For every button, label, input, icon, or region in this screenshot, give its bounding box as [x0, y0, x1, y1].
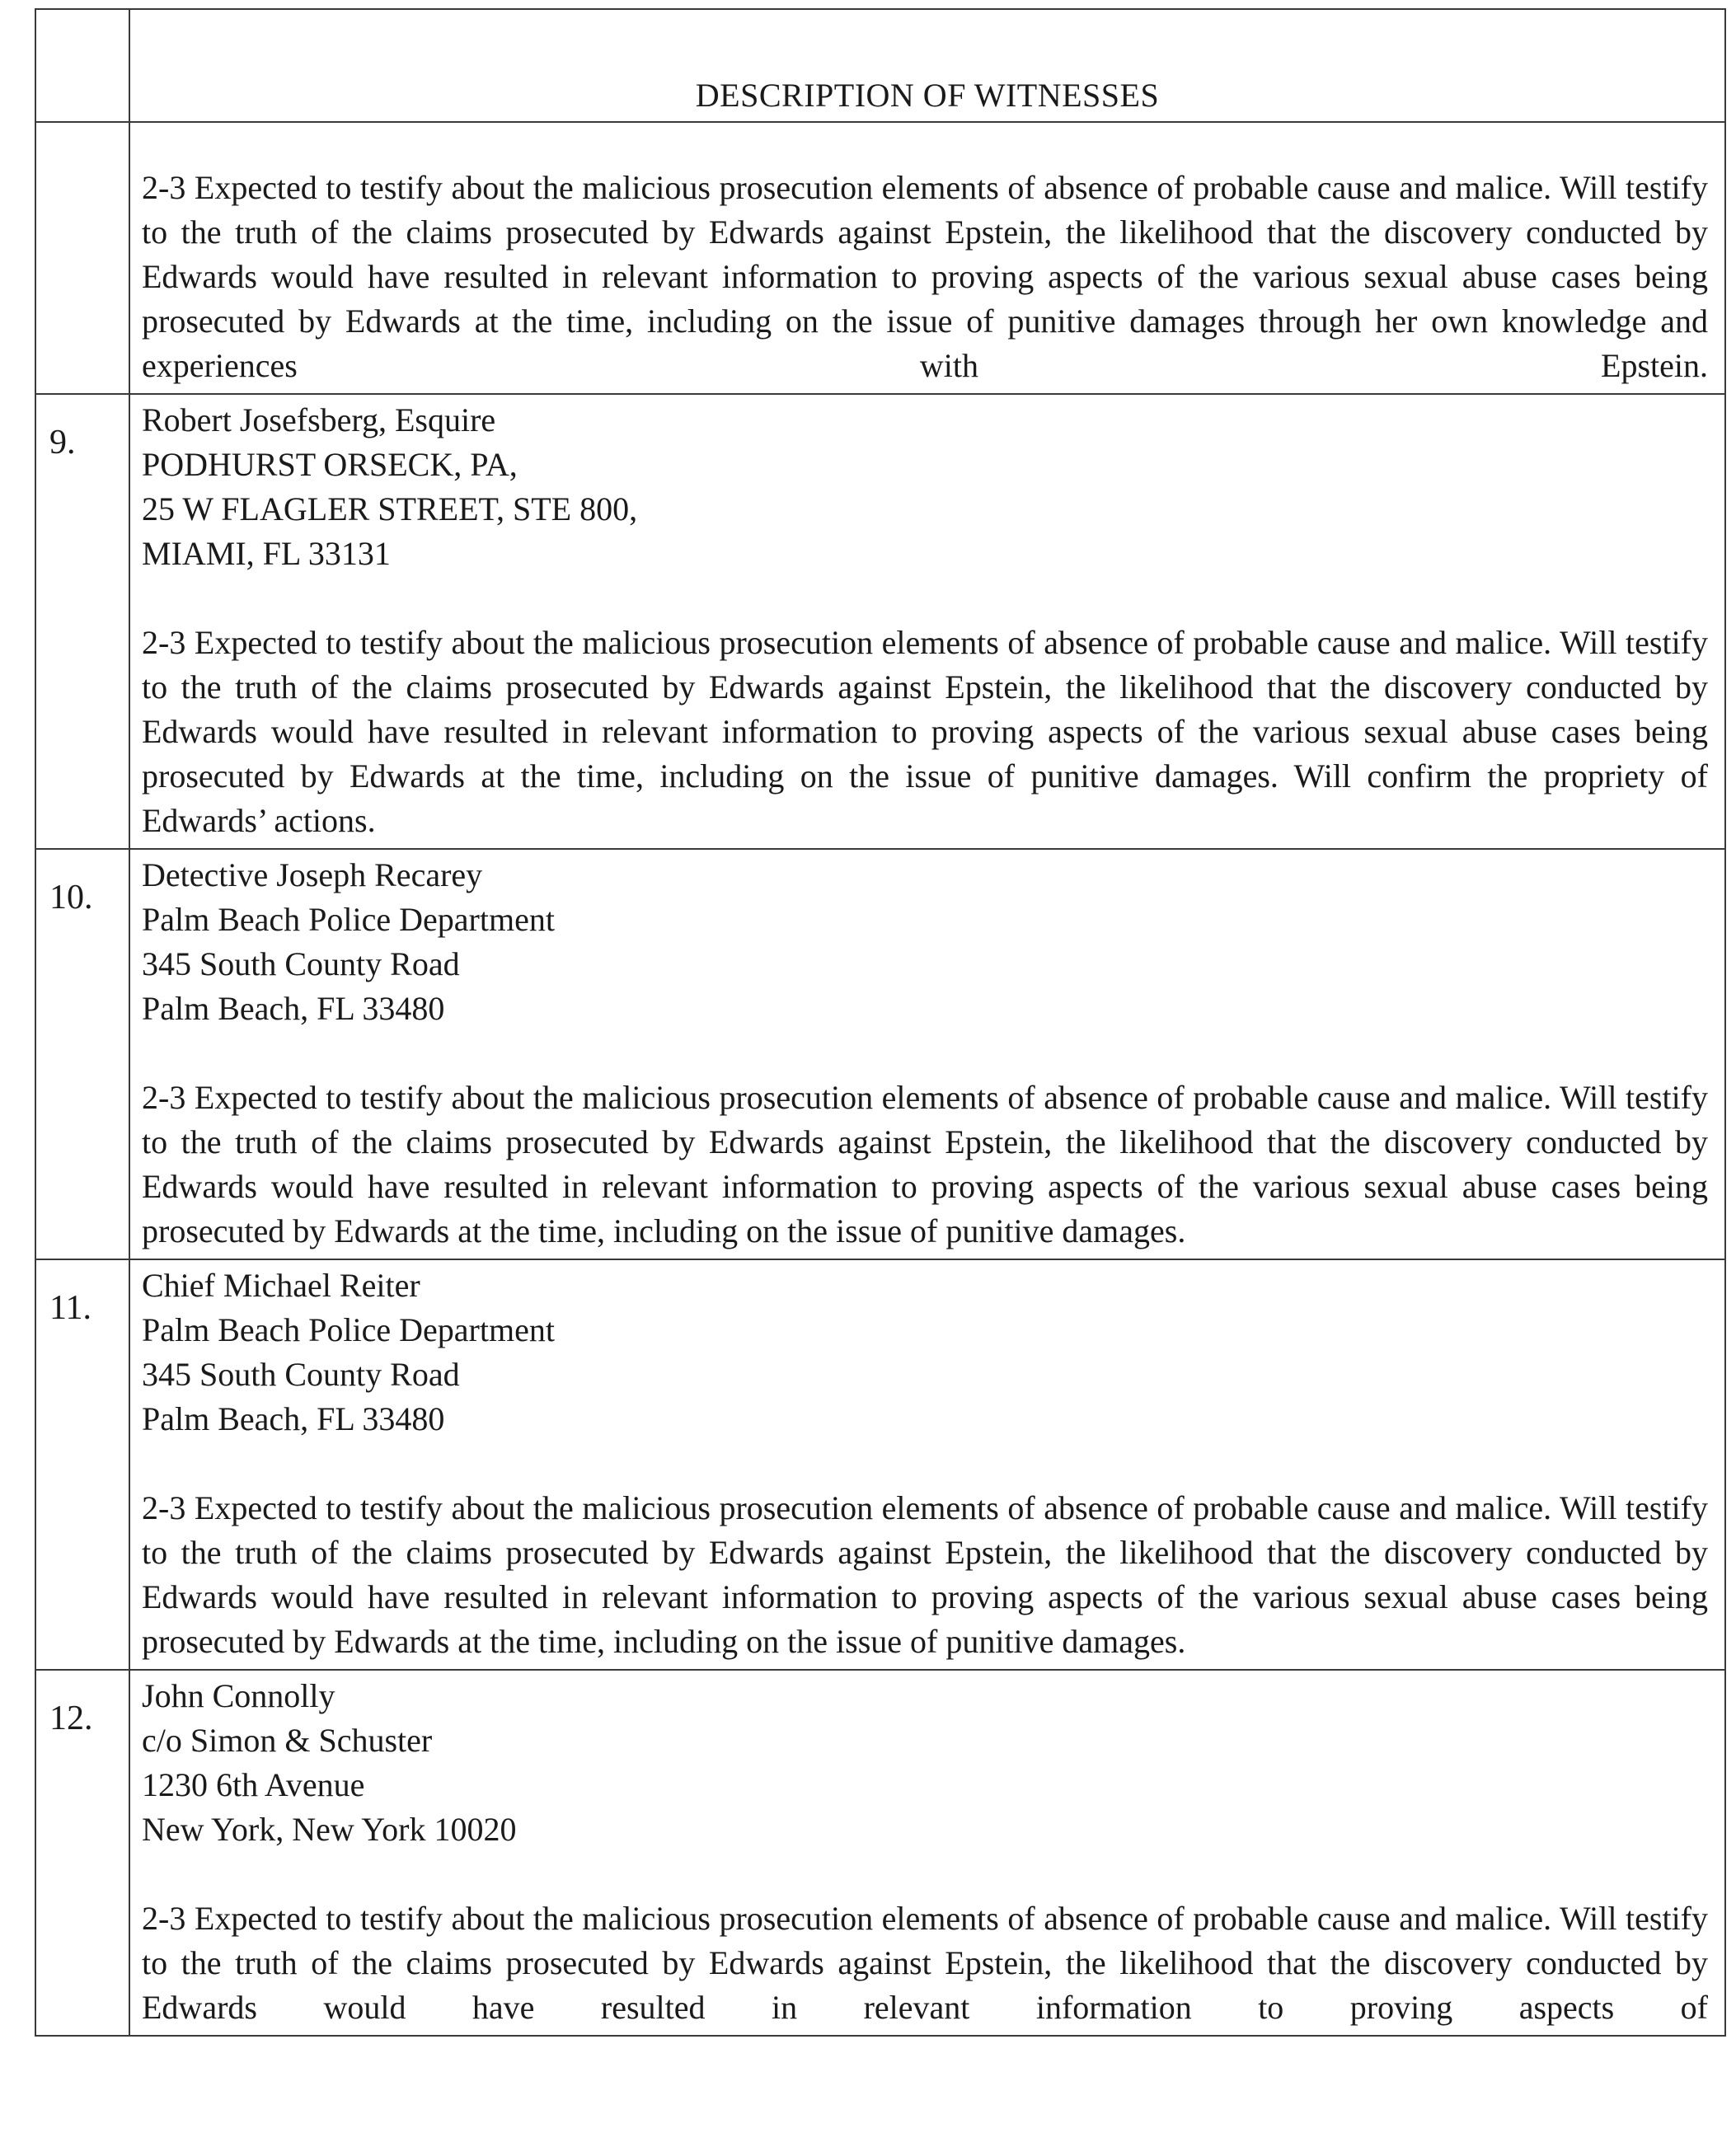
address-line: 1230 6th Avenue: [142, 1766, 365, 1803]
spacer: [142, 1442, 1708, 1486]
witness-address: [142, 398, 1708, 576]
address-line: 25 W FLAGLER STREET, STE 800,: [142, 490, 638, 527]
witness-address: [142, 1263, 1708, 1442]
address-line: MIAMI, FL 33131: [142, 535, 391, 572]
witness-name: Robert Josefsberg, Esquire: [142, 401, 496, 438]
number-cell: [35, 122, 129, 394]
witness-name: Chief Michael Reiter: [142, 1267, 420, 1304]
address-line: 345 South County Road: [142, 945, 460, 982]
address-line: Palm Beach, FL 33480: [142, 1400, 445, 1437]
witness-number: 9.: [35, 394, 129, 849]
witness-number: 10.: [35, 849, 129, 1259]
witness-description: 2-3 Expected to testify about the malicious prosecution elements of absence of probable cause and malice. Will testify to the truth of the claims prosecuted by Edwards against Epstein, the likelihood that the discovery conducted by Edwards would have resulted in relevant information to proving aspects of: [142, 1900, 1708, 2026]
content-cell: [129, 1259, 1725, 1670]
table-row: [35, 849, 1725, 1259]
content-cell: [129, 122, 1725, 394]
table-row: [35, 1259, 1725, 1670]
address-line: 345 South County Road: [142, 1356, 460, 1393]
content-cell: [129, 1670, 1725, 2036]
spacer: [142, 1031, 1708, 1076]
content-cell: [129, 849, 1725, 1259]
witness-description: 2-3 Expected to testify about the malicious prosecution elements of absence of probable cause and malice. Will testify to the truth of the claims prosecuted by Edwards against Epstein, the likelihood that the discovery conducted by Edwards would have resulted in relevant information to proving aspects of the various sexual abuse cases being prosecuted by Edwards at the time, including on the issue of punitive damages through her own knowledge and experiences with Epstein.: [142, 169, 1708, 384]
address-line: c/o Simon & Schuster: [142, 1722, 433, 1759]
spacer: [142, 1852, 1708, 1896]
witness-description: 2-3 Expected to testify about the malicious prosecution elements of absence of probable cause and malice. Will testify to the truth of the claims prosecuted by Edwards against Epstein, the likelihood that the discovery conducted by Edwards would have resulted in relevant information to proving aspects of the various sexual abuse cases being prosecuted by Edwards at the time, including on the issue of punitive damages. Will confirm the propriety of Edwards’ actions.: [142, 624, 1708, 839]
address-line: Palm Beach Police Department: [142, 1311, 555, 1348]
witness-description: 2-3 Expected to testify about the malicious prosecution elements of absence of probable cause and malice. Will testify to the truth of the claims prosecuted by Edwards against Epstein, the likelihood that the discovery conducted by Edwards would have resulted in relevant information to proving aspects of the various sexual abuse cases being prosecuted by Edwards at the time, including on the issue of punitive damages.: [142, 1489, 1708, 1660]
witness-number: 11.: [35, 1259, 129, 1670]
witness-name: Detective Joseph Recarey: [142, 856, 483, 893]
witness-name: John Connolly: [142, 1677, 335, 1714]
address-line: Palm Beach Police Department: [142, 901, 555, 938]
number-header-cell: [35, 9, 129, 122]
witness-description: 2-3 Expected to testify about the malicious prosecution elements of absence of probable cause and malice. Will testify to the truth of the claims prosecuted by Edwards against Epstein, the likelihood that the discovery conducted by Edwards would have resulted in relevant information to proving aspects of the various sexual abuse cases being prosecuted by Edwards at the time, including on the issue of punitive damages.: [142, 1079, 1708, 1249]
table-header-row: [35, 9, 1725, 122]
table-row: [35, 1670, 1725, 2036]
witness-address: [142, 853, 1708, 1031]
spacer: [142, 576, 1708, 621]
table-row-continued: [35, 122, 1725, 394]
witness-address: [142, 1674, 1708, 1852]
address-line: New York, New York 10020: [142, 1811, 517, 1848]
address-line: PODHURST ORSECK, PA,: [142, 446, 518, 483]
table-header-title: DESCRIPTION OF WITNESSES: [129, 9, 1725, 122]
witness-table: [35, 8, 1726, 2037]
witness-number: 12.: [35, 1670, 129, 2036]
address-line: Palm Beach, FL 33480: [142, 990, 445, 1027]
table-row: [35, 394, 1725, 849]
content-cell: [129, 394, 1725, 849]
